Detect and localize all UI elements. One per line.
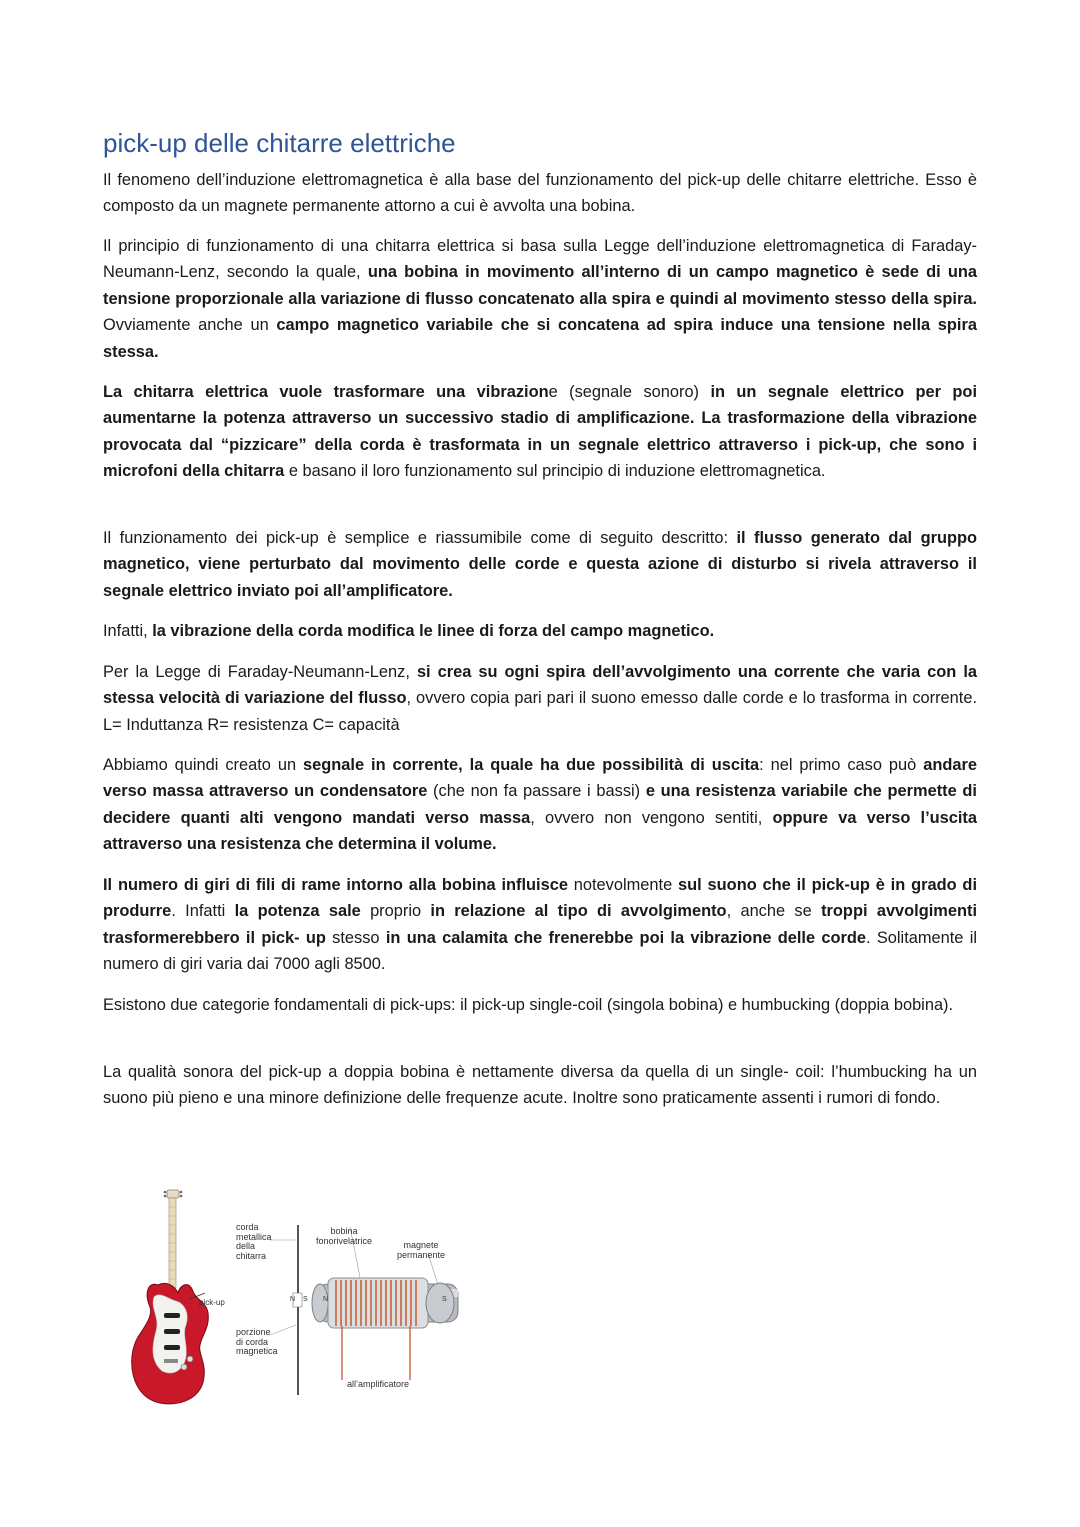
text-segment: stesso [325,928,386,947]
pole-s1: S [303,1296,308,1303]
text-segment: Il principio di funzionamento di una chitarra elettrica si basa sulla Legge dell’induzione elettromagnetica di Faraday-Neumann-Lenz, secondo la quale, [103,237,977,282]
paragraph-2 [103,233,977,365]
paragraph-6 [103,659,977,738]
paragraph-9 [103,992,977,1018]
bold-text-segment: in un segnale elettrico per poi aumentarne la potenza attraverso un successivo stadio di amplificazione. La trasformazione della vibrazione provocata dal “pizzicare” della corda è trasformata in un segnale elettrico attraverso i pick-up, che sono i microfoni della chitarra [103,383,977,481]
bold-text-segment: la potenza sale [234,902,361,921]
pole-n1: N [290,1296,296,1303]
text-segment: , anche se [726,902,822,921]
paragraph-10 [103,1059,977,1112]
text-segment: Esistono due categorie fondamentali di pick-ups: il pick-up single-coil (singola bobina) e humbucking (doppia bobina). [103,996,954,1014]
text-segment: proprio [360,902,431,921]
string-label: corda metallica della chitarra [236,1222,272,1261]
bold-text-segment: sul suono che il pick-up è in grado di produrre [103,876,978,921]
bold-text-segment: il flusso generato dal gruppo magnetico, viene perturbato dal movimento delle corde e questa azione di disturbo si rivela attraverso il segnale elettrico inviato poi all’amplificatore. [103,529,978,600]
text-segment: Infatti, [103,622,153,640]
pole-n2: N [323,1296,329,1303]
amplifier-label: all’amplificatore [347,1379,410,1389]
text-segment: La qualità sonora del pick-up a doppia bobina è nettamente diversa da quella di un single- coil: l’humbucking ha un suono più pieno e una minore definizione delle frequenze acute. Inoltre sono praticamente assenti i rumori di fondo. [103,1063,977,1108]
text-segment: Ovviamente anche un [103,316,277,335]
pole-s2: S [442,1296,447,1303]
text-segment: Il funzionamento dei pick-up è semplice e riassumibile come di seguito descritto: [103,529,737,547]
magnet-and-coil [312,1278,458,1380]
bold-text-segment: in una calamita che frenerebbe poi la vibrazione delle corde [385,928,867,947]
guitar-pickup-label: pick-up [199,1298,225,1307]
paragraph-1 [103,167,977,220]
bold-text-segment: troppi avvolgimenti trasformerebbero il pick- up [103,902,978,947]
text-segment: e basano il loro funzionamento sul principio di induzione elettromagnetica. [284,462,826,481]
paragraph-3 [103,379,977,485]
bold-text-segment: La chitarra elettrica vuole trasformare una vibrazion [103,383,549,401]
text-segment: . Solitamente il numero di giri varia dai 7000 agli 8500. [103,928,977,974]
coil-label: bobina fonorivelatrice [316,1226,373,1246]
bold-text-segment: si crea su ogni spira dell’avvolgimento una corrente che varia con la stessa velocità di variazione del flusso [103,663,977,708]
text-segment: : nel primo caso può [759,756,924,774]
bold-text-segment: e una resistenza variabile che permette di decidere quanti alti vengono mandati verso massa [103,782,977,827]
bold-text-segment: in relazione al tipo di avvolgimento [430,902,727,921]
page-title: pick-up delle chitarre elettriche [103,128,456,158]
text-segment: . Infatti [171,902,235,921]
bold-text-segment: segnale in corrente, la quale ha due possibilità di uscita [303,756,760,774]
bold-text-segment: Il numero di giri di fili di rame intorno alla bobina influisce [103,876,568,894]
bold-text-segment: una bobina in movimento all’interno di un campo magnetico è sede di una tensione proporzionale alla variazione di flusso concatenato alla spira e quindi al movimento stesso della spira. [103,263,977,308]
paragraph-7 [103,752,977,858]
text-segment: notevolmente [567,876,679,894]
paragraph-5 [103,618,977,644]
pickup-figure [120,1185,490,1410]
text-segment: , ovvero non vengono sentiti, [530,808,773,827]
text-segment: (che non fa passare i bassi) [427,782,646,801]
paragraph-4 [103,525,977,604]
text-segment: Abbiamo quindi creato un [103,756,304,774]
pickup-diagram [120,1185,490,1410]
text-segment: , ovvero copia pari pari il suono emesso dalle corde e lo trasforma in corrente. L= Induttanza R= resistenza C= capacità [103,689,977,734]
bold-text-segment: oppure va verso l’uscita attraverso una resistenza che determina il volume. [103,808,978,854]
string-portion-label: porzione di corda magnetica [236,1327,278,1356]
bold-text-segment: campo magnetico variabile che si concatena ad spira induce una tensione nella spira stessa. [103,316,977,361]
electric-guitar-image [132,1190,209,1404]
paragraph-8 [103,872,977,978]
text-segment: Per la Legge di Faraday-Neumann-Lenz, [103,663,417,681]
text-segment: e (segnale sonoro) [548,383,711,401]
magnet-label: magnete permanente [397,1240,446,1260]
bold-text-segment: la vibrazione della corda modifica le linee di forza del campo magnetico. [152,622,715,640]
bold-text-segment: andare verso massa attraverso un condensatore [103,756,977,801]
text-segment: Il fenomeno dell’induzione elettromagnetica è alla base del funzionamento del pick-up delle chitarre elettriche. Esso è composto da un magnete permanente attorno a cui è avvolta una bobina. [103,171,977,216]
